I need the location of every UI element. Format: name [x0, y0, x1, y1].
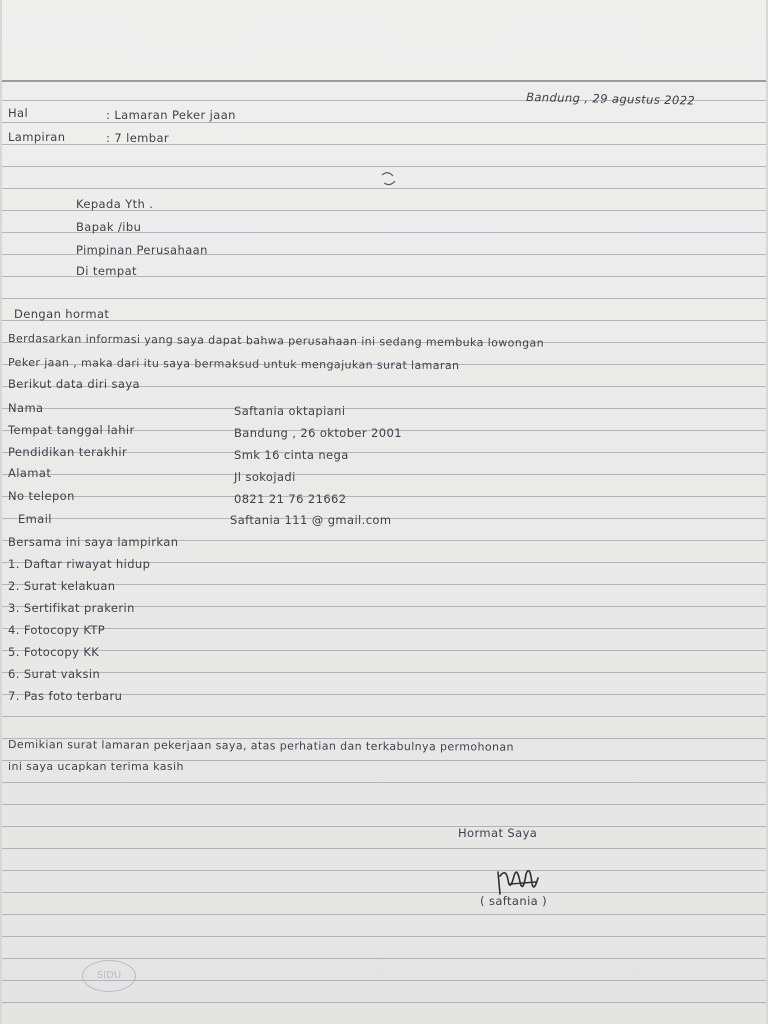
sign-off: Hormat Saya	[458, 826, 538, 840]
recipient-line-4: Di tempat	[76, 264, 137, 278]
recipient-line-1: Kepada Yth .	[76, 197, 154, 211]
biodata-value-birth: Bandung , 26 oktober 2001	[234, 426, 402, 440]
intro-line-1: Berdasarkan informasi yang saya dapat bahwa perusahaan ini sedang membuka lowongan	[8, 332, 545, 350]
biodata-value-education: Smk 16 cinta nega	[234, 448, 349, 462]
biodata-value-name: Saftania oktapiani	[234, 404, 346, 418]
attachment-item-3: 3. Sertifikat prakerin	[8, 601, 135, 615]
closing-line-2: ini saya ucapkan terima kasih	[8, 760, 184, 773]
biodata-label-address: Alamat	[8, 466, 52, 480]
letter-paper	[2, 0, 766, 1024]
biodata-label-name: Nama	[8, 401, 44, 415]
closing-line-1: Demikian surat lamaran pekerjaan saya, atas perhatian dan terkabulnya permohonan	[8, 738, 514, 754]
biodata-value-phone: 0821 21 76 21662	[234, 492, 347, 506]
ruled-line	[2, 188, 766, 189]
ruled-line	[2, 496, 766, 497]
biodata-value-address: Jl sokojadi	[234, 470, 296, 484]
biodata-label-birth: Tempat tanggal lahir	[8, 423, 135, 437]
ruled-line	[2, 804, 766, 805]
ruled-line	[2, 584, 766, 585]
intro-line-2: Peker jaan , maka dari itu saya bermaksud untuk mengajukan surat lamaran	[8, 356, 460, 373]
biodata-label-phone: No telepon	[8, 489, 75, 503]
attachment-item-6: 6. Surat vaksin	[8, 667, 101, 681]
lampiran-label: Lampiran	[8, 130, 66, 144]
ruled-line	[2, 914, 766, 915]
ruled-line	[2, 1002, 766, 1003]
biodata-value-email: Saftania 111 @ gmail.com	[230, 513, 392, 527]
ruled-line	[2, 782, 766, 783]
attachment-item-4: 4. Fotocopy KTP	[8, 623, 106, 637]
attachment-item-7: 7. Pas foto terbaru	[8, 689, 123, 703]
attachment-item-5: 5. Fotocopy KK	[8, 645, 100, 659]
pen-mark-icon	[378, 170, 398, 188]
ruled-line	[2, 320, 766, 321]
attachment-item-2: 2. Surat kelakuan	[8, 579, 116, 593]
ruled-line	[2, 936, 766, 937]
signer-name: ( saftania )	[480, 894, 548, 908]
ruled-line	[2, 122, 766, 123]
biodata-label-education: Pendidikan terakhir	[8, 445, 128, 459]
ruled-line	[2, 166, 766, 167]
ruled-line	[2, 958, 766, 959]
attachment-item-1: 1. Daftar riwayat hidup	[8, 557, 151, 571]
place-date: Bandung , 29 agustus 2022	[526, 90, 696, 108]
ruled-line	[2, 826, 766, 827]
ruled-line	[2, 628, 766, 629]
ruled-line	[2, 474, 766, 475]
stamp-icon: SIDU	[82, 960, 136, 992]
recipient-line-3: Pimpinan Perusahaan	[76, 243, 208, 257]
hal-label: Hal	[8, 106, 29, 120]
ruled-line	[2, 650, 766, 651]
ruled-line	[2, 870, 766, 871]
lampiran-value: : 7 lembar	[106, 131, 170, 145]
ruled-line	[2, 892, 766, 893]
recipient-line-2: Bapak /ibu	[76, 220, 142, 234]
attachments-intro: Bersama ini saya lampirkan	[8, 535, 179, 549]
ruled-line	[2, 298, 766, 299]
hal-value: : Lamaran Peker jaan	[106, 108, 236, 122]
ruled-line	[2, 716, 766, 717]
greeting: Dengan hormat	[14, 307, 110, 321]
biodata-label-email: Email	[18, 512, 52, 526]
biodata-intro: Berikut data diri saya	[8, 377, 140, 391]
ruled-line	[2, 672, 766, 673]
ruled-line	[2, 408, 766, 409]
header-rule	[2, 80, 766, 82]
ruled-line	[2, 848, 766, 849]
